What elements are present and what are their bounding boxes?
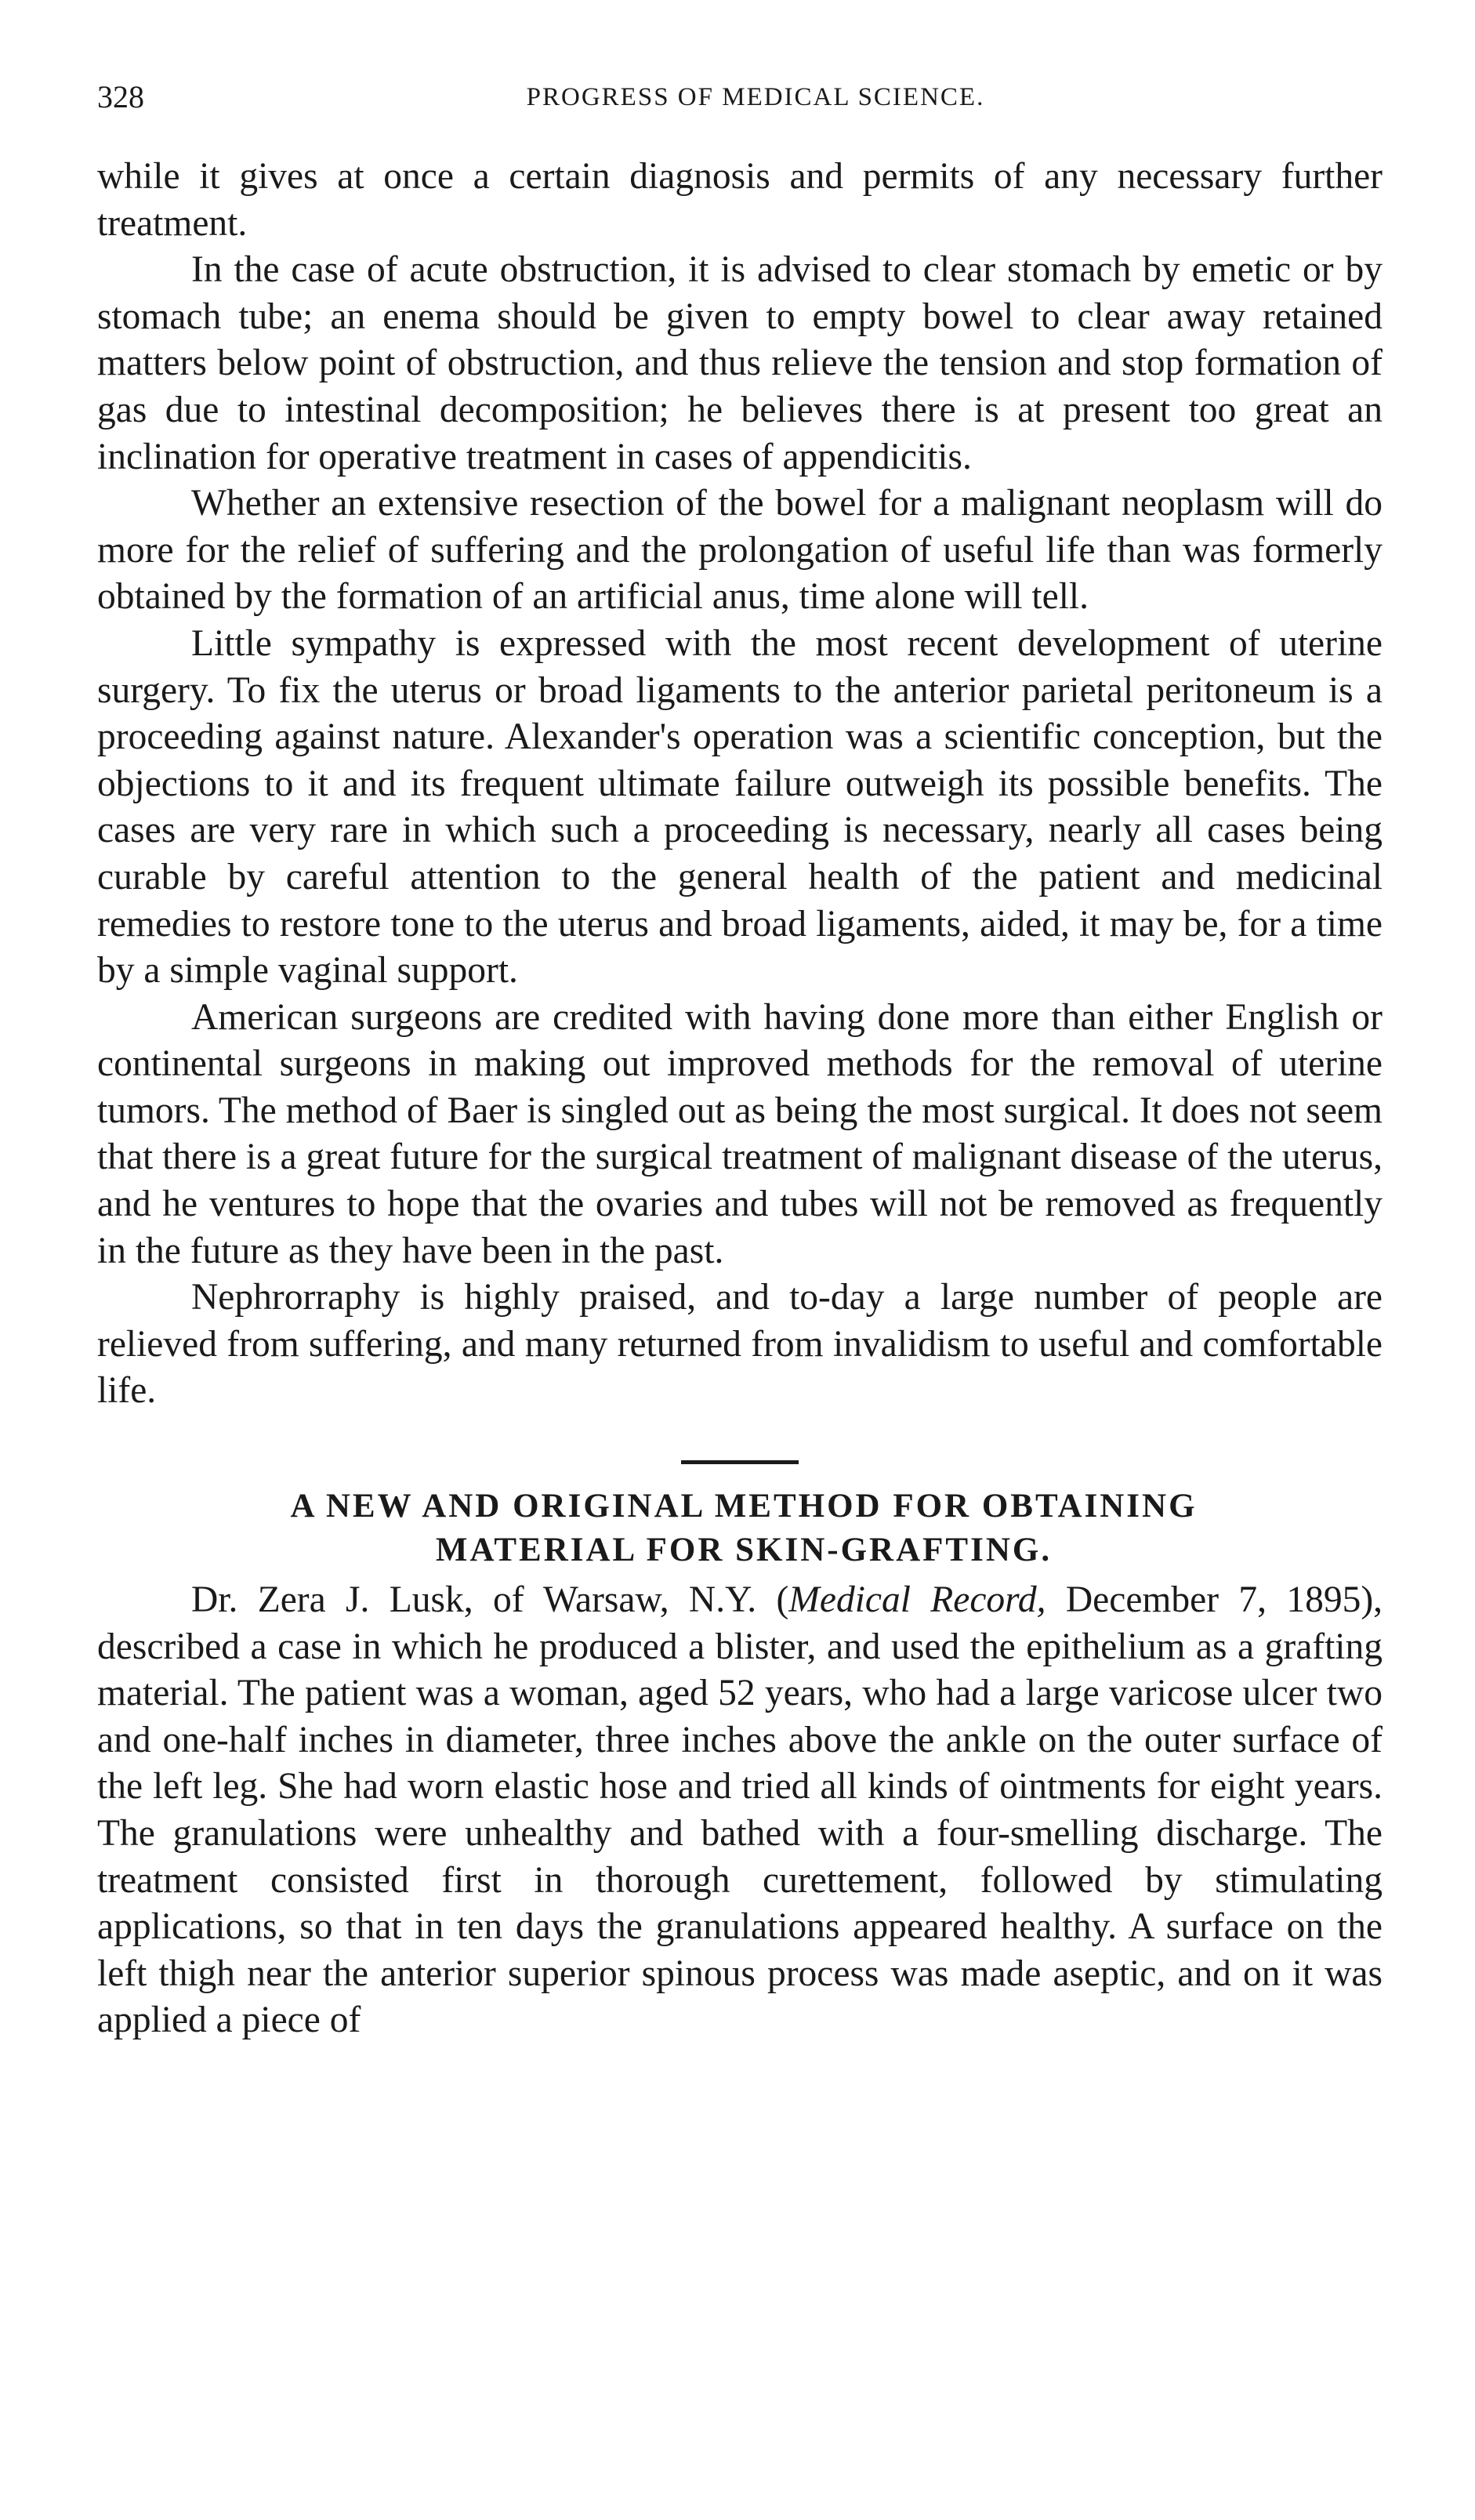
paragraph-nephrorraphy: Nephrorraphy is highly praised, and to-day a large number of people are relieved from suffering, and many returned from invalidism to useful and comfortable life. <box>97 1277 1383 1412</box>
paragraph-uterine-surgery: Little sympathy is expressed with the most recent development of uterine surgery. To fix the uterus or broad ligaments to the anterior parietal peritoneum is a proceeding against nature. Alexander's operation was a scientific conception, but the objections to it and its frequent ultimate failure outweigh its possible benefits. The cases are very rare in which such a proceeding is necessary, nearly all cases being curable by careful attention to the general health of the patient and medicinal remedies to restore tone to the uterus and broad ligaments, aided, it may be, for a time by a simple vaginal support. <box>97 622 1383 992</box>
article-lead: Dr. Zera J. Lusk, of Warsaw, N.Y. ( <box>191 1579 789 1621</box>
paragraph-continuation: while it gives at once a certain diagnosis and permits of any necessary further treatment. <box>97 156 1383 244</box>
journal-citation: Medical Record, <box>788 1579 1046 1621</box>
article-rest: December 7, 1895), described a case in which he produced a blister, and used the epithelium as a grafting material. The patient was a woman, aged 52 years, who had a large varicose ulcer two and one-half inches in diameter, three inches above the ankle on the outer surface of the left leg. She had worn elastic hose and tried all kinds of ointments for eight years. The granulations were unhealthy and bathed with a four-smelling discharge. The treatment consisted first in thorough curettement, followed by stimulating applications, so that in ten days the granulations appeared healthy. A surface on the left thigh near the anterior superior spinous process was made aseptic, and on it was applied a piece of <box>97 1579 1383 2041</box>
article-title <box>97 1485 1383 1572</box>
book-page <box>97 78 1383 2044</box>
continued-section <box>97 154 1383 1415</box>
paragraph-american-surgeons: American surgeons are credited with having done more than either English or continental surgeons in making out improved methods for the removal of uterine tumors. The method of Baer is singled out as being the most surgical. It does not seem that there is a great future for the surgical treatment of malignant disease of the uterus, and he ventures to hope that the ovaries and tubes will not be removed as frequently in the future as they have been in the past. <box>97 996 1383 1271</box>
section-divider <box>681 1460 799 1464</box>
running-title: PROGRESS OF MEDICAL SCIENCE. <box>526 83 985 111</box>
article-title-line-1: A NEW AND ORIGINAL METHOD FOR OBTAINING <box>290 1488 1198 1525</box>
paragraph-bowel-resection: Whether an extensive resection of the bowel for a malignant neoplasm will do more for the relief of suffering and the prolongation of useful life than was formerly obtained by the formation of an artificial anus, time alone will tell. <box>97 483 1383 618</box>
article-paragraph <box>97 1577 1383 2044</box>
article-title-line-2: MATERIAL FOR SKIN-GRAFTING. <box>435 1532 1053 1569</box>
running-head <box>97 78 1383 133</box>
paragraph-acute-obstruction: In the case of acute obstruction, it is advised to clear stomach by emetic or by stomach tube; an enema should be given to empty bowel to clear away retained matters below point of obstruction, and thus relieve the tension and stop formation of gas due to intestinal decomposition; he believes there is at present too great an inclination for operative treatment in cases of appendicitis. <box>97 249 1383 477</box>
page-number: 328 <box>97 79 144 114</box>
